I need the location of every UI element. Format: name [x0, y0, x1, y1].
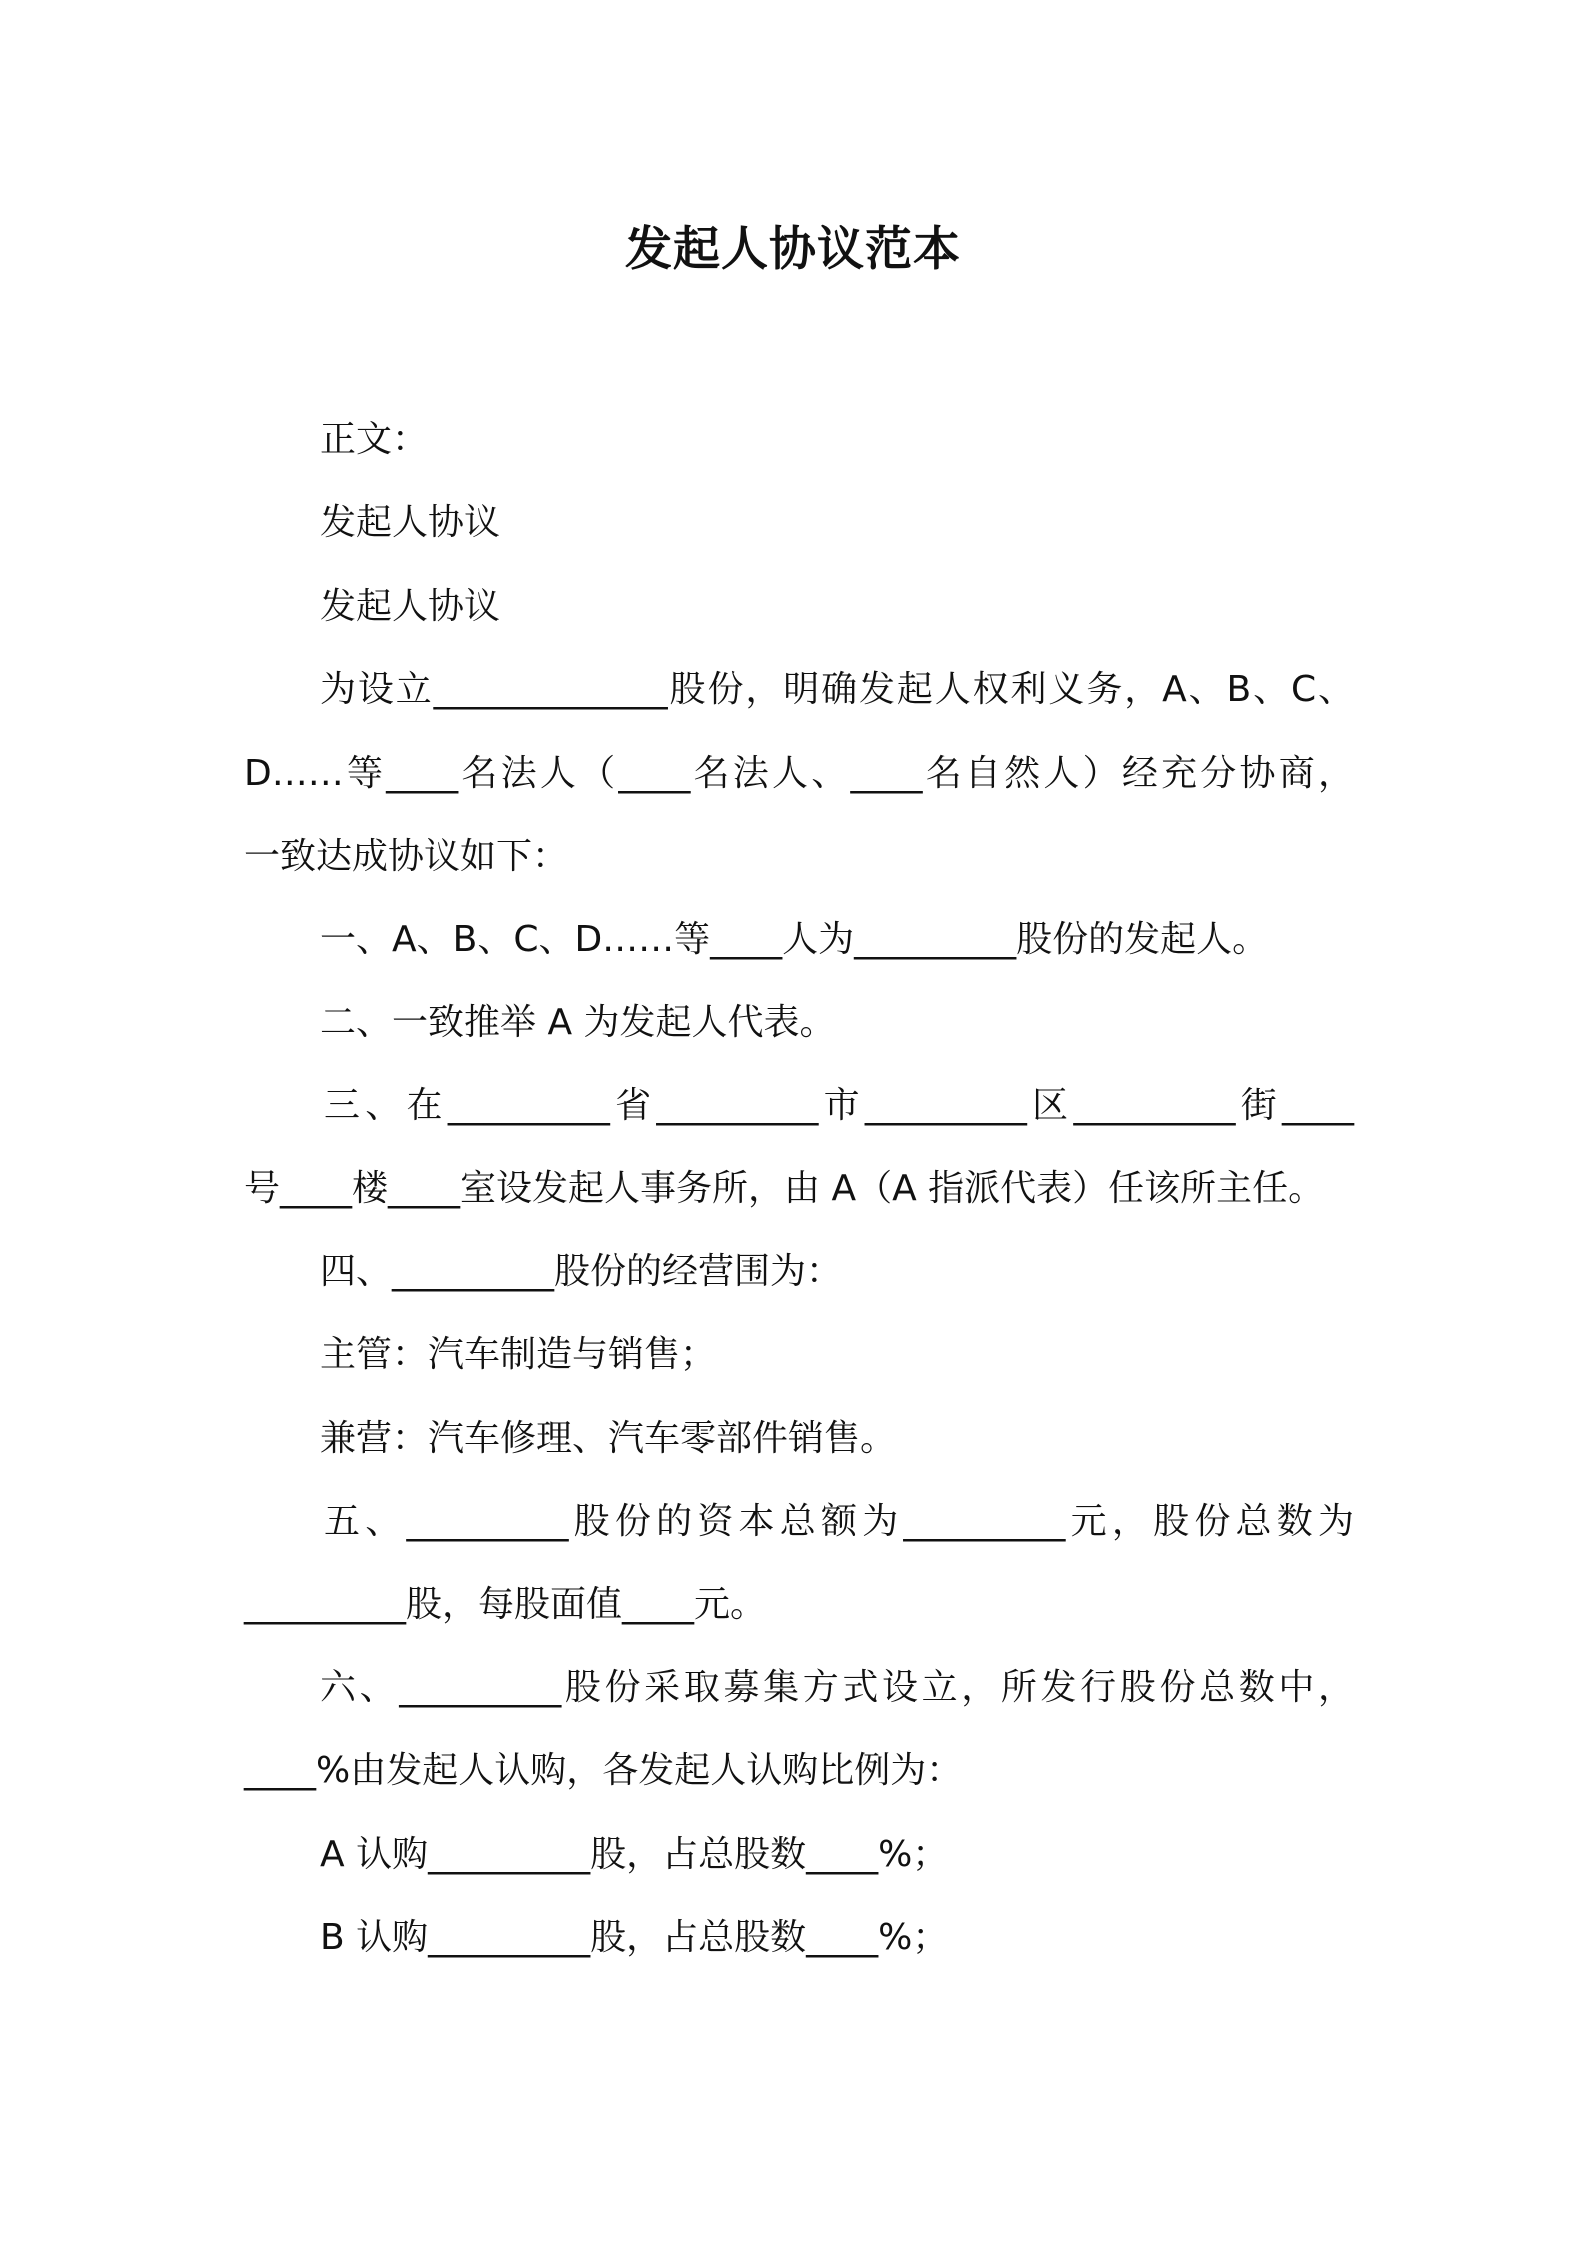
clause-6-line-2: ____%由发起人认购，各发起人认购比例为： — [244, 1750, 963, 1791]
document-title: 发起人协议范本 — [625, 222, 961, 277]
clause-4-side-business: 兼营：汽车修理、汽车零部件销售。 — [320, 1418, 897, 1459]
clause-4: 四、_________股份的经营围为： — [320, 1251, 843, 1292]
paragraph-preamble-line-1: 为设立_____________股份，明确发起人权利义务，A、B、C、 — [320, 669, 1354, 710]
subscription-b: B 认购_________股，占总股数____%； — [320, 1917, 949, 1958]
clause-4-main-business: 主管：汽车制造与销售； — [320, 1334, 717, 1375]
clause-3-line-2: 号____楼____室设发起人事务所，由 A（A 指派代表）任该所主任。 — [244, 1168, 1325, 1209]
clause-3-line-1: 三、在_________省_________市_________区_________街____ — [324, 1085, 1354, 1126]
clause-5-line-1: 五、_________股份的资本总额为_________元，股份总数为 — [324, 1501, 1354, 1542]
paragraph-zhengwen: 正文： — [320, 419, 429, 460]
clause-5-line-2: _________股，每股面值____元。 — [244, 1584, 767, 1625]
paragraph-preamble-line-2: D……等____名法人（____名法人、____名自然人）经充分协商， — [244, 753, 1354, 794]
clause-2: 二、一致推举 A 为发起人代表。 — [320, 1002, 836, 1043]
paragraph-preamble-line-3: 一致达成协议如下： — [244, 836, 569, 877]
clause-1: 一、A、B、C、D……等____人为_________股份的发起人。 — [320, 919, 1269, 960]
subscription-a: A 认购_________股，占总股数____%； — [320, 1834, 949, 1875]
clause-6-line-1: 六、_________股份采取募集方式设立，所发行股份总数中， — [320, 1667, 1354, 1708]
paragraph-heading-2: 发起人协议 — [320, 586, 501, 627]
paragraph-heading-1: 发起人协议 — [320, 502, 501, 543]
